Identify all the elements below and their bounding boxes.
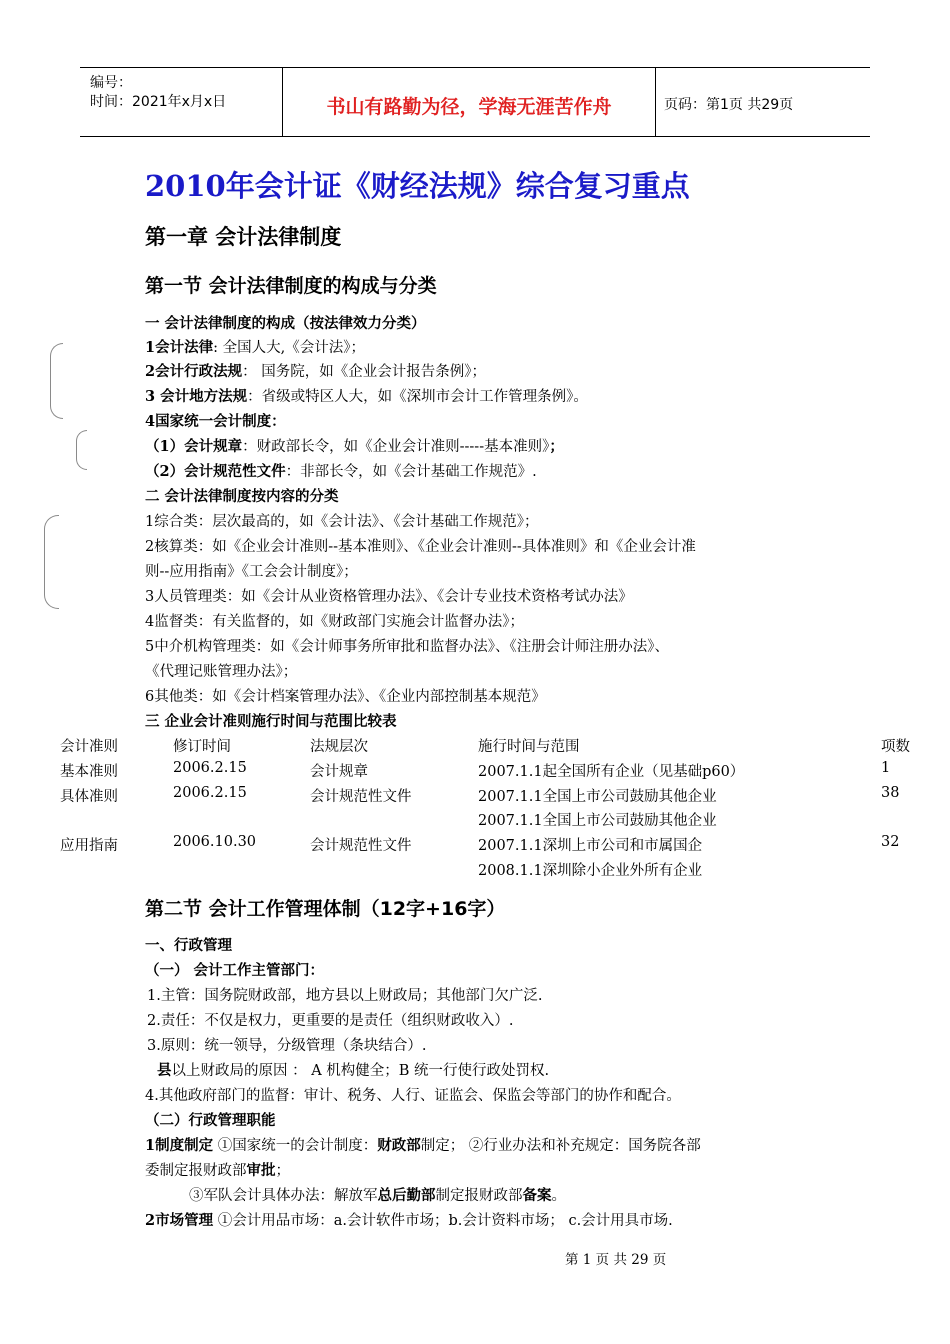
table-cell: 2008.1.1深圳除小企业外所有企业 bbox=[478, 863, 703, 879]
table-cell: 38 bbox=[881, 785, 900, 801]
paragraph-line: 则--应用指南》《工会会计制度》； bbox=[145, 564, 358, 580]
brace-decoration bbox=[44, 515, 59, 609]
paragraph-line: ③军队会计具体办法：解放军总后勤部制定报财政部备案。 bbox=[189, 1187, 566, 1204]
table-header-cell: 会计准则 bbox=[60, 739, 118, 755]
paragraph-line: 1制度制定 ①国家统一的会计制度：财政部制定； ②行业办法和补充规定：国务院各部 bbox=[145, 1137, 701, 1154]
paragraph-line: 1综合类：层次最高的，如《会计法》、《会计基础工作规范》； bbox=[145, 514, 539, 530]
paragraph-line: 3人员管理类：如《会计从业资格管理办法》、《会计专业技术资格考试办法》 bbox=[145, 589, 633, 605]
paragraph-line: 县以上财政局的原因 ： A 机构健全；B 统一行使行政处罚权. bbox=[157, 1062, 550, 1079]
table-cell: 会计规范性文件 bbox=[310, 838, 412, 854]
header-right bbox=[655, 68, 870, 136]
table-header-cell: 项数 bbox=[881, 739, 910, 755]
section-heading-2: 第二节 会计工作管理体制（12字+16字） bbox=[145, 898, 506, 920]
paragraph-line: 4监督类：有关监督的，如《财政部门实施会计监督办法》； bbox=[145, 614, 524, 630]
time-label: 时间：2021年x月x日 bbox=[90, 94, 227, 110]
table-cell: 2007.1.1深圳上市公司和市属国企 bbox=[478, 838, 703, 854]
paragraph-line: 4国家统一会计制度： bbox=[145, 413, 286, 430]
paragraph-line: 2.责任：不仅是权力，更重要的是责任（组织财政收入）. bbox=[147, 1013, 514, 1029]
paragraph-line: 5中介机构管理类：如《会计师事务所审批和监督办法》、《注册会计师注册办法》、 bbox=[145, 639, 669, 655]
paragraph-line: 3.原则：统一领导，分级管理（条块结合）. bbox=[147, 1038, 427, 1054]
paragraph-line: 4.其他政府部门的监督：审计、税务、人行、证监会、保监会等部门的协作和配合。 bbox=[145, 1088, 681, 1104]
table-cell: 32 bbox=[881, 834, 900, 850]
subheading: 三 企业会计准则施行时间与范围比较表 bbox=[145, 713, 397, 730]
paragraph-line: 3 会计地方法规：省级或特区人大，如《深圳市会计工作管理条例》。 bbox=[145, 388, 588, 405]
paragraph-line: 委制定报财政部审批； bbox=[145, 1162, 290, 1179]
paragraph-line: （1）会计规章：财政部长令，如《企业会计准则-----基本准则》； bbox=[145, 438, 564, 455]
subheading: 一 会计法律制度的构成（按法律效力分类） bbox=[145, 315, 426, 332]
table-header-cell: 法规层次 bbox=[310, 739, 368, 755]
table-cell: 2007.1.1全国上市公司鼓励其他企业 bbox=[478, 813, 717, 829]
subheading: 一、行政管理 bbox=[145, 937, 232, 954]
paragraph-line: 《代理记账管理办法》； bbox=[145, 664, 298, 680]
paragraph-line: 6其他类：如《会计档案管理办法》、《企业内部控制基本规范》 bbox=[145, 689, 546, 705]
table-cell: 2007.1.1起全国所有企业（见基础p60） bbox=[478, 764, 745, 780]
brace-decoration bbox=[50, 343, 63, 419]
page-header bbox=[80, 67, 870, 137]
subheading: （一） 会计工作主管部门： bbox=[145, 962, 325, 979]
section-heading-1: 第一节 会计法律制度的构成与分类 bbox=[145, 275, 437, 297]
table-cell: 会计规范性文件 bbox=[310, 789, 412, 805]
subheading: （二）行政管理职能 bbox=[145, 1112, 276, 1129]
table-cell: 2006.10.30 bbox=[173, 834, 257, 850]
table-cell: 2006.2.15 bbox=[173, 760, 247, 776]
table-header-cell: 修订时间 bbox=[173, 739, 231, 755]
paragraph-line: 2核算类：如《企业会计准则--基本准则》、《企业会计准则--具体准则》和《企业会计准 bbox=[145, 539, 696, 555]
paragraph-line: （2）会计规范性文件：非部长令，如《会计基础工作规范》. bbox=[145, 463, 537, 480]
table-cell: 应用指南 bbox=[60, 838, 118, 854]
table-cell: 会计规章 bbox=[310, 764, 368, 780]
table-cell: 1 bbox=[881, 760, 891, 776]
page-footer: 第 1 页 共 29 页 bbox=[565, 1252, 667, 1268]
table-cell: 2006.2.15 bbox=[173, 785, 247, 801]
table-header-cell: 施行时间与范围 bbox=[478, 739, 580, 755]
number-label: 编号： bbox=[90, 75, 132, 91]
table-cell: 具体准则 bbox=[60, 789, 118, 805]
header-center bbox=[282, 68, 656, 136]
subheading: 二 会计法律制度按内容的分类 bbox=[145, 488, 339, 505]
header-left bbox=[80, 68, 282, 136]
brace-decoration bbox=[76, 430, 87, 470]
table-cell: 基本准则 bbox=[60, 764, 118, 780]
page-info: 页码：第1页 共29页 bbox=[664, 97, 794, 113]
table-cell: 2007.1.1全国上市公司鼓励其他企业 bbox=[478, 789, 717, 805]
document-title: 2010年会计证《财经法规》综合复习重点 bbox=[145, 169, 690, 203]
paragraph-line: 2市场管理 ①会计用品市场：a.会计软件市场；b.会计资料市场； c.会计用具市场. bbox=[145, 1212, 673, 1229]
paragraph-line: 1.主管：国务院财政部，地方县以上财政局；其他部门欠广泛. bbox=[147, 988, 543, 1004]
motto: 书山有路勤为径，学海无涯苦作舟 bbox=[326, 96, 612, 118]
paragraph-line: 2会计行政法规： 国务院，如《企业会计报告条例》； bbox=[145, 363, 486, 380]
paragraph-line: 1会计法律: 全国人大,《会计法》； bbox=[145, 339, 365, 356]
chapter-heading: 第一章 会计法律制度 bbox=[145, 225, 342, 249]
